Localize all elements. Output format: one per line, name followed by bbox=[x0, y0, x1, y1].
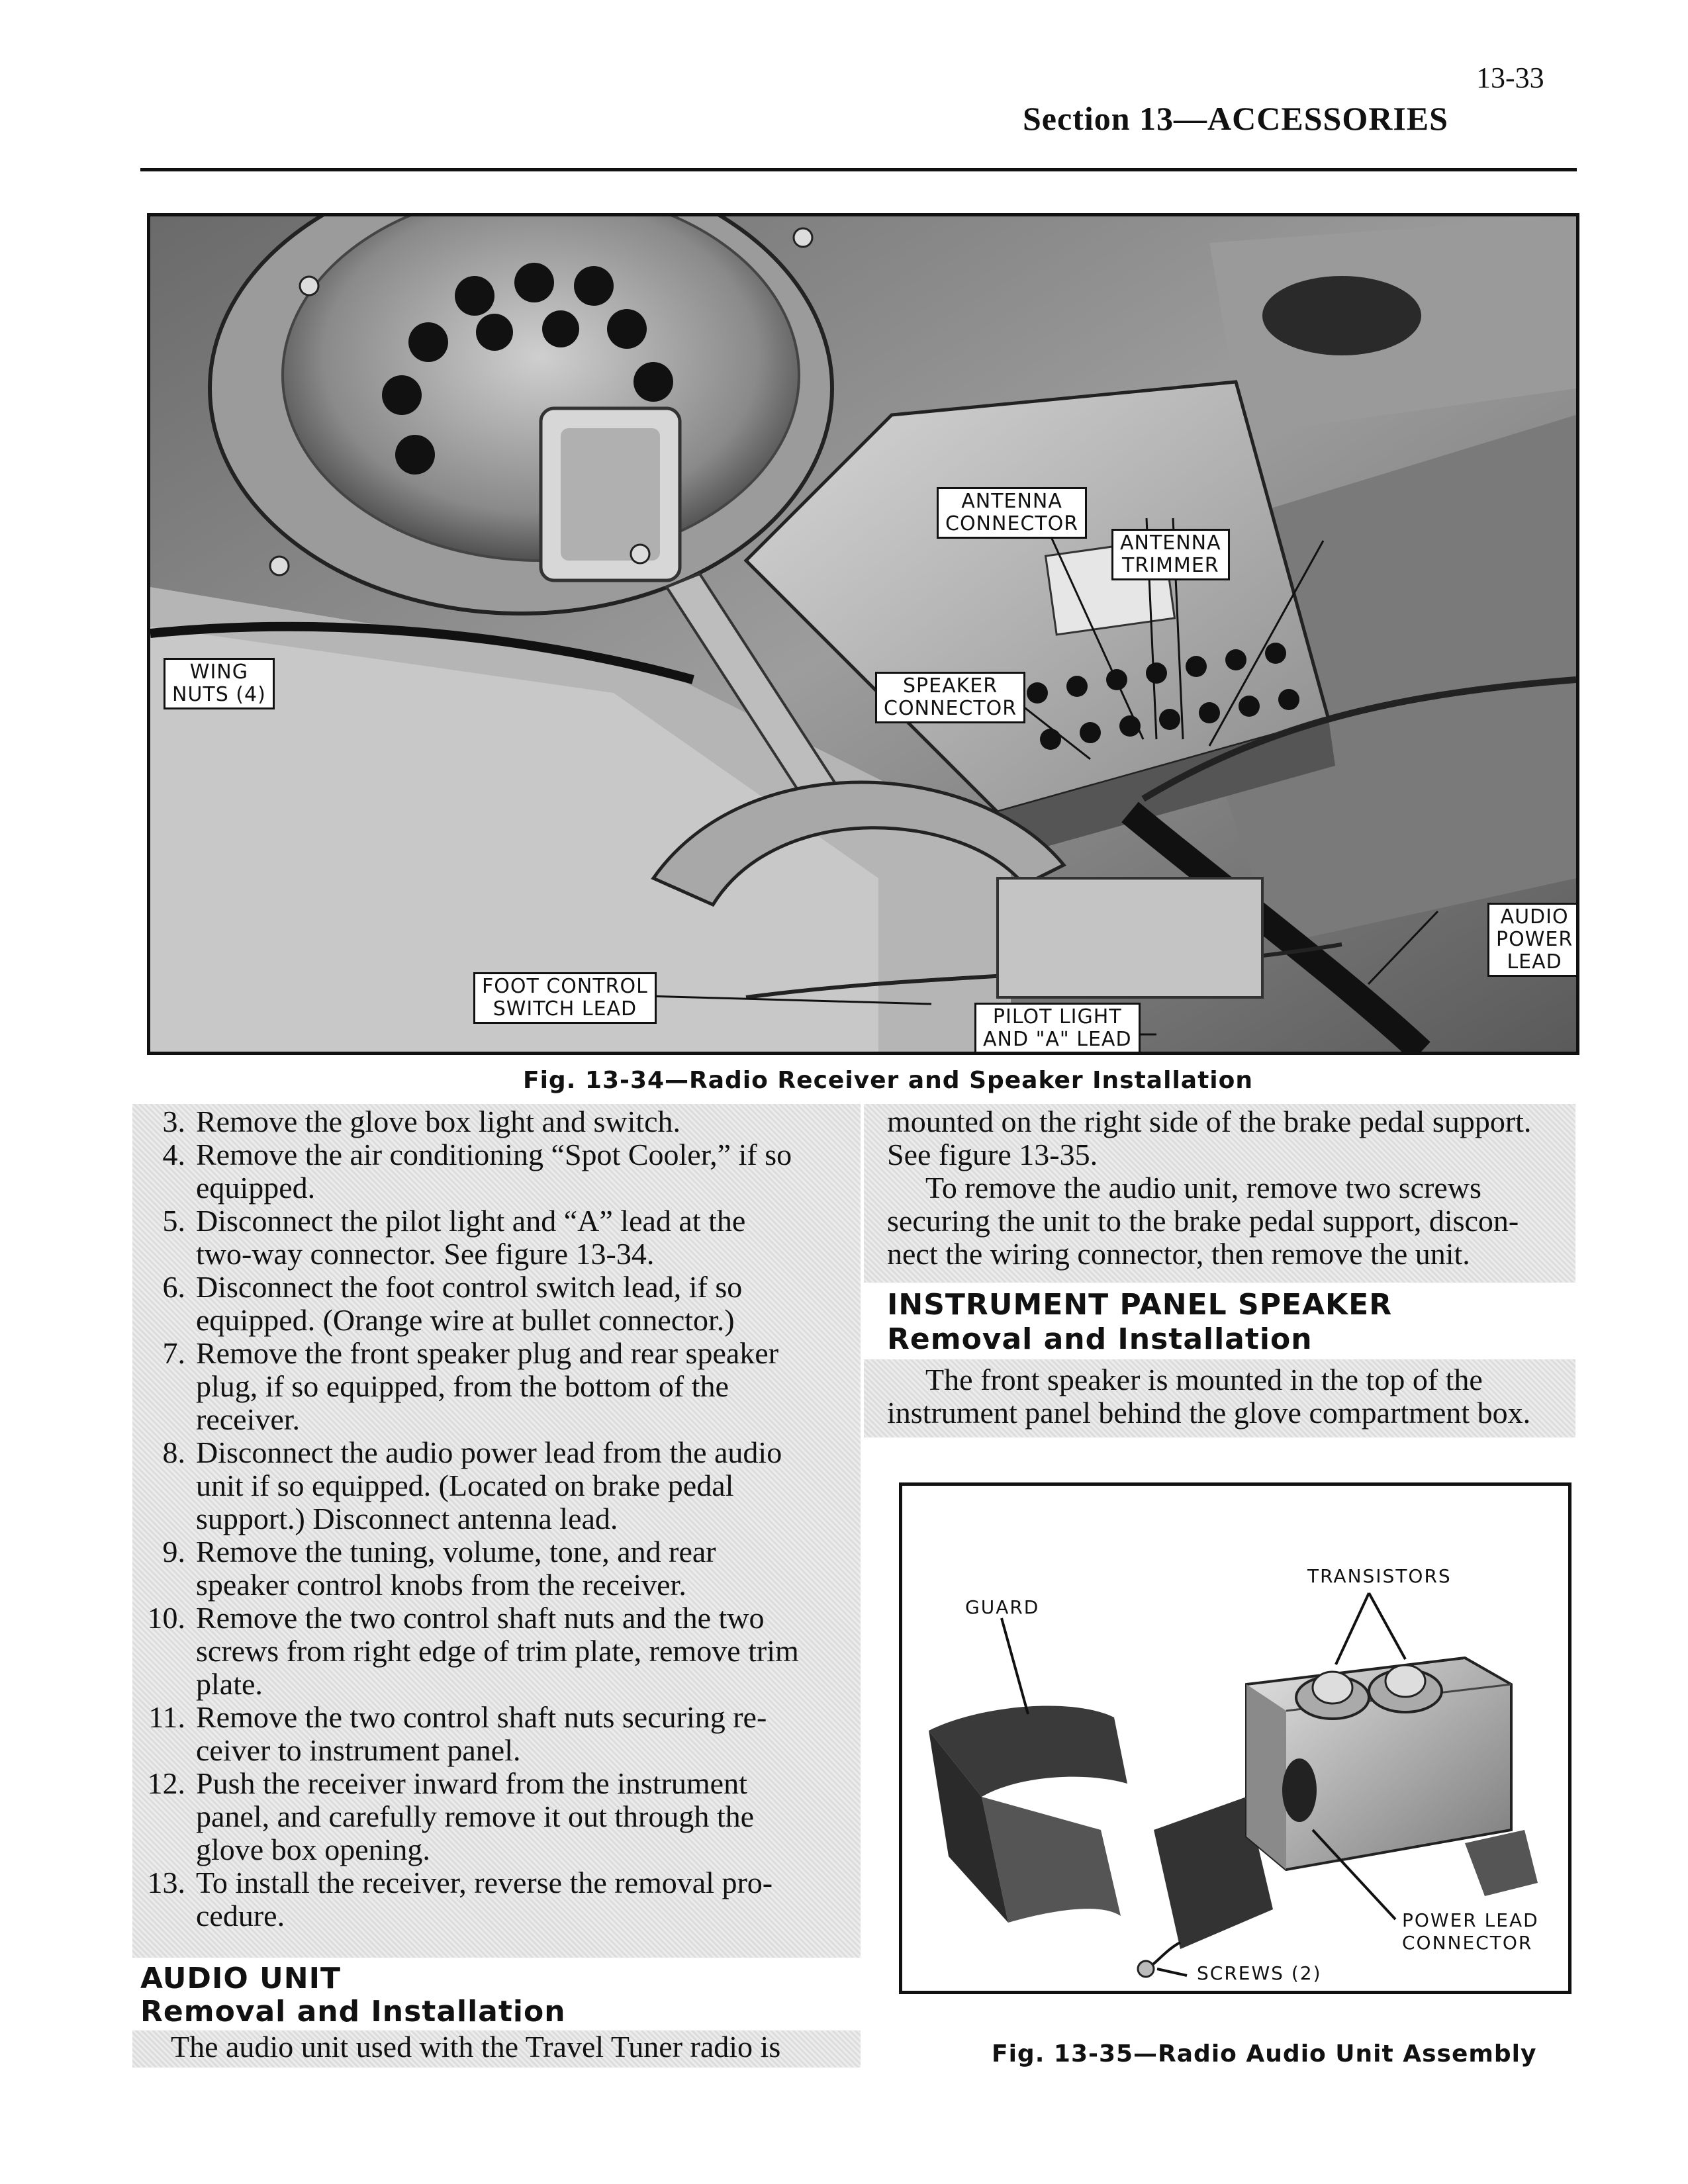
step-number: 9. bbox=[162, 1535, 185, 1569]
header-rule bbox=[140, 168, 1577, 171]
audio-unit-paragraph: The audio unit used with the Travel Tuner radio is bbox=[132, 2030, 861, 2068]
audio-unit-subheading: Removal and Installation bbox=[140, 1995, 566, 2028]
page-number: 13-33 bbox=[1476, 62, 1544, 94]
instrument-panel-speaker-paragraph: The front speaker is mounted in the top of the instrument panel behind the glove compartment box. bbox=[887, 1363, 1531, 1430]
label-guard: GUARD bbox=[965, 1596, 1040, 1618]
callout-antenna-connector: ANTENNA CONNECTOR bbox=[937, 487, 1087, 539]
step-text-line: To install the receiver, reverse the removal pro- bbox=[196, 1866, 773, 1899]
figure-35-box bbox=[899, 1482, 1571, 1994]
step-text-line: screws from right edge of trim plate, remove trim bbox=[196, 1634, 799, 1668]
step-number: 8. bbox=[162, 1435, 185, 1469]
callout-speaker-connector: SPEAKER CONNECTOR bbox=[875, 672, 1025, 723]
step-text-line: Disconnect the pilot light and “A” lead at the bbox=[196, 1204, 746, 1238]
instrument-panel-speaker-subheading: Removal and Installation bbox=[887, 1322, 1313, 1356]
step-text-line: Remove the two control shaft nuts and the two bbox=[196, 1601, 765, 1635]
step-text-line: Disconnect the audio power lead from the audio bbox=[196, 1435, 782, 1469]
step-text-line: plug, if so equipped, from the bottom of the bbox=[196, 1369, 729, 1403]
step-text-line: Remove the two control shaft nuts securing re- bbox=[196, 1700, 767, 1734]
step-number: 10. bbox=[147, 1601, 185, 1635]
callout-audio-power-lead: AUDIO POWER LEAD bbox=[1487, 903, 1579, 977]
step-text-line: cedure. bbox=[196, 1899, 285, 1933]
callout-foot-control-switch-lead: FOOT CONTROL SWITCH LEAD bbox=[473, 972, 657, 1024]
step-text-line: speaker control knobs from the receiver. bbox=[196, 1568, 686, 1602]
step-text-line: glove box opening. bbox=[196, 1833, 430, 1866]
step-text-line: two-way connector. See figure 13-34. bbox=[196, 1237, 655, 1271]
callout-wing-nuts: WING NUTS (4) bbox=[164, 658, 275, 709]
step-text-line: support.) Disconnect antenna lead. bbox=[196, 1502, 618, 1535]
label-transistors: TRANSISTORS bbox=[1307, 1565, 1452, 1587]
step-text-line: Remove the air conditioning “Spot Cooler,” if so bbox=[196, 1138, 792, 1171]
step-number: 13. bbox=[147, 1866, 185, 1899]
instrument-panel-speaker-heading: INSTRUMENT PANEL SPEAKER bbox=[887, 1288, 1393, 1322]
step-text-line: Disconnect the foot control switch lead, if so bbox=[196, 1270, 743, 1304]
step-number: 12. bbox=[147, 1766, 185, 1800]
step-number: 6. bbox=[162, 1270, 185, 1304]
section-title: Section 13—ACCESSORIES bbox=[1023, 100, 1448, 137]
step-text-line: equipped. bbox=[196, 1171, 316, 1205]
step-text-line: Remove the glove box light and switch. bbox=[196, 1105, 681, 1138]
step-number: 11. bbox=[148, 1700, 185, 1734]
step-text-line: Push the receiver inward from the instrument bbox=[196, 1766, 747, 1800]
figure-34-caption: Fig. 13-34—Radio Receiver and Speaker Installation bbox=[523, 1067, 1253, 1094]
callout-antenna-trimmer: ANTENNA TRIMMER bbox=[1111, 529, 1230, 580]
step-text-line: plate. bbox=[196, 1667, 263, 1701]
step-text-line: panel, and carefully remove it out through the bbox=[196, 1799, 755, 1833]
figure-35-caption: Fig. 13-35—Radio Audio Unit Assembly bbox=[992, 2040, 1537, 2068]
step-text-line: Remove the front speaker plug and rear speaker bbox=[196, 1336, 779, 1370]
figure-34-photo bbox=[147, 213, 1579, 1055]
right-top-text: mounted on the right side of the brake pedal support. See figure 13-35. To remove the audio unit, remove two screws securing the unit to the brake pedal support, discon- nect the wiring connector, then remove the unit. bbox=[887, 1105, 1532, 1271]
label-power-lead-connector: POWER LEAD CONNECTOR bbox=[1402, 1909, 1539, 1954]
step-text-line: ceiver to instrument panel. bbox=[196, 1733, 521, 1767]
step-number: 4. bbox=[162, 1138, 185, 1171]
label-screws: SCREWS (2) bbox=[1197, 1962, 1322, 1984]
step-text-line: Remove the tuning, volume, tone, and rear bbox=[196, 1535, 716, 1569]
radio-installation-illustration bbox=[150, 216, 1576, 1052]
step-number: 7. bbox=[162, 1336, 185, 1370]
removal-steps-list bbox=[132, 1105, 861, 1959]
step-text-line: equipped. (Orange wire at bullet connector.) bbox=[196, 1303, 735, 1337]
callout-pilot-light: PILOT LIGHT AND "A" LEAD bbox=[974, 1003, 1141, 1054]
step-number: 3. bbox=[162, 1105, 185, 1138]
step-text-line: receiver. bbox=[196, 1402, 301, 1436]
step-text-line: unit if so equipped. (Located on brake pedal bbox=[196, 1469, 734, 1502]
step-number: 5. bbox=[162, 1204, 185, 1238]
audio-unit-heading: AUDIO UNIT bbox=[140, 1962, 341, 1995]
